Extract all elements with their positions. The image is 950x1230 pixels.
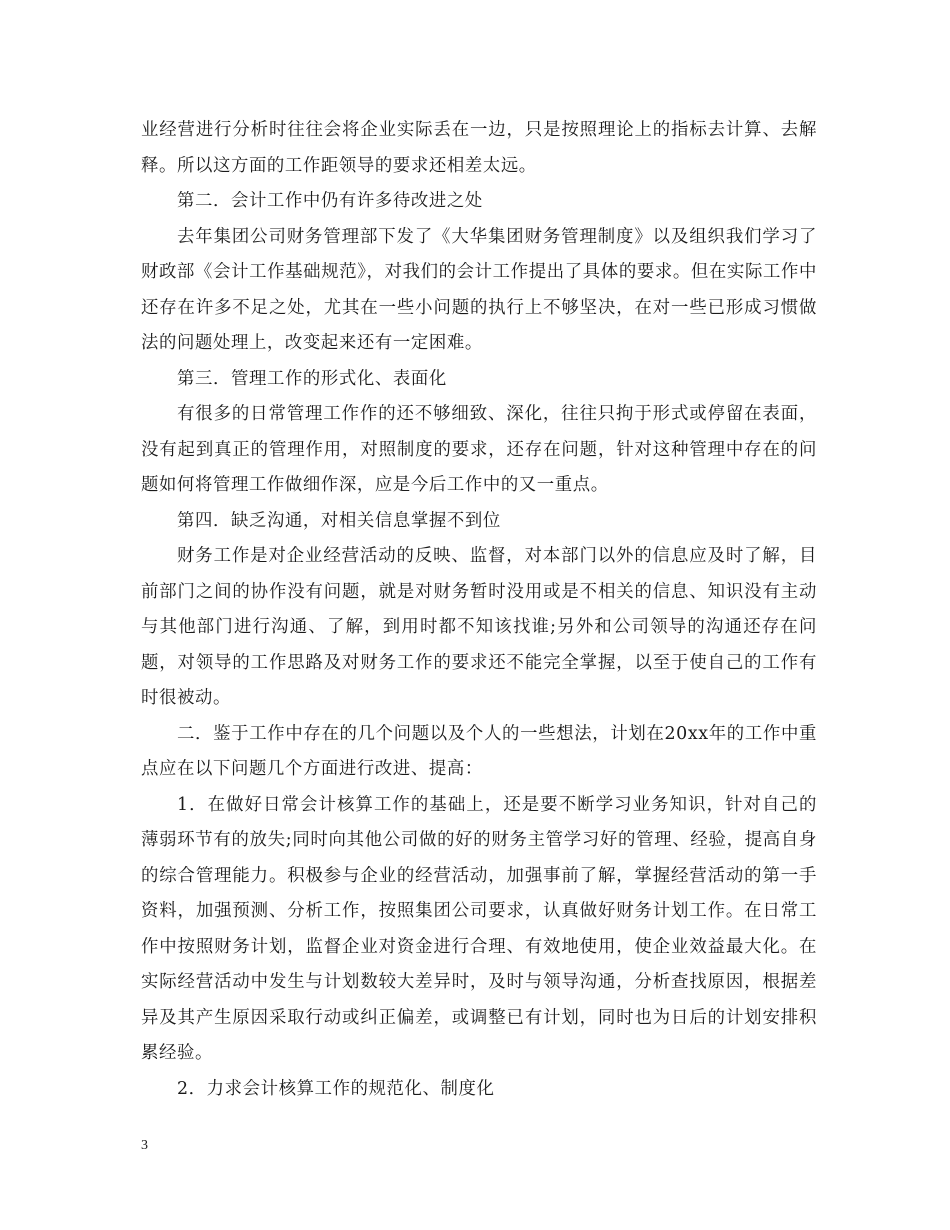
paragraph: 业经营进行分析时往往会将企业实际丢在一边，只是按照理论上的指标去计算、去解释。所以这方面的工作距领导的要求还相差太远。: [141, 120, 817, 176]
section-heading: 2．力求会计核算工作的规范化、制度化: [177, 1078, 495, 1099]
paragraph: 有很多的日常管理工作作的还不够细致、深化，往往只拘于形式或停留在表面，没有起到真正的管理作用，对照制度的要求，还存在问题，针对这种管理中存在的问题如何将管理工作做细作深，应是今后工作中的又一重点。: [141, 404, 817, 495]
paragraph: 去年集团公司财务管理部下发了《大华集团财务管理制度》以及组织我们学习了财政部《会计工作基础规范》，对我们的会计工作提出了具体的要求。但在实际工作中还存在许多不足之处，尤其在一些小问题的执行上不够坚决，在对一些已形成习惯做法的问题处理上，改变起来还有一定困难。: [141, 226, 817, 353]
document-body: [141, 113, 817, 1107]
page-number: 3: [141, 1138, 148, 1153]
section-heading: 第二．会计工作中仍有许多待改进之处: [177, 191, 483, 211]
paragraph: 二．鉴于工作中存在的几个问题以及个人的一些想法，计划在20xx年的工作中重点应在以下问题几个方面进行改进、提高：: [141, 723, 817, 779]
paragraph: 财务工作是对企业经营活动的反映、监督，对本部门以外的信息应及时了解，目前部门之间的协作没有问题，就是对财务暂时没用或是不相关的信息、知识没有主动与其他部门进行沟通、了解，到用时都不知该找谁;另外和公司领导的沟通还存在问题，对领导的工作思路及对财务工作的要求还不能完全掌握，以至于使自己的工作有时很被动。: [141, 546, 817, 708]
section-heading: 第三．管理工作的形式化、表面化: [177, 368, 447, 389]
paragraph: 1．在做好日常会计核算工作的基础上，还是要不断学习业务知识，针对自己的薄弱环节有的放失;同时向其他公司做的好的财务主管学习好的管理、经验，提高自身的综合管理能力。积极参与企业的经营活动，加强事前了解，掌握经营活动的第一手资料，加强预测、分析工作，按照集团公司要求，认真做好财务计划工作。在日常工作中按照财务计划，监督企业对资金进行合理、有效地使用，使企业效益最大化。在实际经营活动中发生与计划数较大差异时，及时与领导沟通，分析查找原因，根据差异及其产生原因采取行动或纠正偏差，或调整已有计划，同时也为日后的计划安排积累经验。: [141, 794, 817, 1063]
section-heading: 第四．缺乏沟通，对相关信息掌握不到位: [177, 510, 501, 531]
